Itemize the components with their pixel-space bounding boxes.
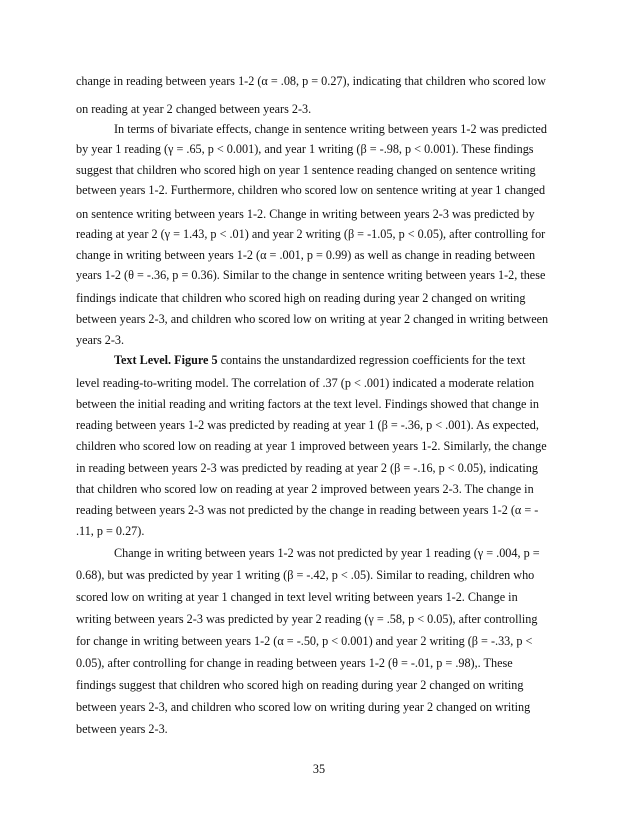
text-line: years 1-2 (θ = -.36, p = 0.36). Similar to the change in sentence writing between years 1-2, these bbox=[76, 268, 546, 282]
text-line: between years 2-3, and children who scored low on writing during year 2 changed on writing bbox=[76, 700, 531, 714]
section-heading: Text Level. Figure 5 bbox=[114, 353, 218, 367]
text-line: for change in writing between years 1-2 (α = -.50, p < 0.001) and year 2 writing (β = -.33, p < bbox=[76, 634, 533, 648]
text-line: findings suggest that children who scored high on reading during year 2 changed on writing bbox=[76, 678, 524, 692]
text-line: years 2-3. bbox=[76, 333, 125, 347]
text-line: change in writing between years 1-2 (α = .001, p = 0.99) as well as change in reading between bbox=[76, 248, 536, 262]
text-line: on reading at year 2 changed between years 2-3. bbox=[76, 102, 312, 116]
text-line: .11, p = 0.27). bbox=[76, 524, 145, 538]
text-line: reading at year 2 (γ = 1.43, p < .01) and year 2 writing (β = -1.05, p < 0.05), after controlling for bbox=[76, 227, 546, 241]
text-line: reading between years 2-3 was not predicted by the change in reading between years 1-2 (α = - bbox=[76, 503, 539, 517]
text-line: level reading-to-writing model. The correlation of .37 (p < .001) indicated a moderate relation bbox=[76, 376, 535, 390]
text-line: change in reading between years 1-2 (α = .08, p = 0.27), indicating that children who scored low bbox=[76, 74, 546, 88]
text-line: by year 1 reading (γ = .65, p < 0.001), and year 1 writing (β = -.98, p < 0.001). These findings bbox=[76, 142, 534, 156]
text-line: scored low on writing at year 1 changed in text level writing between years 1-2. Change in bbox=[76, 590, 518, 604]
text-line: writing between years 2-3 was predicted by year 2 reading (γ = .58, p < 0.05), after controlling bbox=[76, 612, 538, 626]
text-line: In terms of bivariate effects, change in sentence writing between years 1-2 was predicted bbox=[114, 122, 547, 136]
text-line: in reading between years 2-3 was predicted by reading at year 2 (β = -.16, p < 0.05), indicating bbox=[76, 461, 538, 475]
text-line: findings indicate that children who scored high on reading during year 2 changed on writing bbox=[76, 291, 526, 305]
text-line: on sentence writing between years 1-2. Change in writing between years 2-3 was predicted by bbox=[76, 207, 535, 221]
section-heading-rest: contains the unstandardized regression coefficients for the text bbox=[217, 353, 526, 367]
text-line: 0.05), after controlling for change in reading between years 1-2 (θ = -.01, p = .98),. These bbox=[76, 656, 513, 670]
text-line: between years 2-3. bbox=[76, 722, 168, 736]
text-line: between years 2-3, and children who scored low on writing at year 2 changed in writing between bbox=[76, 312, 549, 326]
text-line: children who scored low on reading at year 1 improved between years 1-2. Similarly, the change bbox=[76, 439, 547, 453]
text-line: between the initial reading and writing factors at the text level. Findings showed that change in bbox=[76, 397, 539, 411]
text-line: between years 1-2. Furthermore, children who scored low on sentence writing at year 1 changed bbox=[76, 183, 546, 197]
text-line: Change in writing between years 1-2 was not predicted by year 1 reading (γ = .004, p = bbox=[114, 546, 540, 560]
section-heading-line bbox=[114, 353, 566, 367]
text-line: 0.68), but was predicted by year 1 writing (β = -.42, p < .05). Similar to reading, children who bbox=[76, 568, 535, 582]
page-number: 35 bbox=[312, 762, 326, 776]
text-line: that children who scored low on reading at year 2 improved between years 2-3. The change in bbox=[76, 482, 534, 496]
text-line: reading between years 1-2 was predicted by reading at year 1 (β = -.36, p < .001). As expected, bbox=[76, 418, 539, 432]
text-line: suggest that children who scored high on year 1 sentence reading changed on sentence writing bbox=[76, 163, 536, 177]
